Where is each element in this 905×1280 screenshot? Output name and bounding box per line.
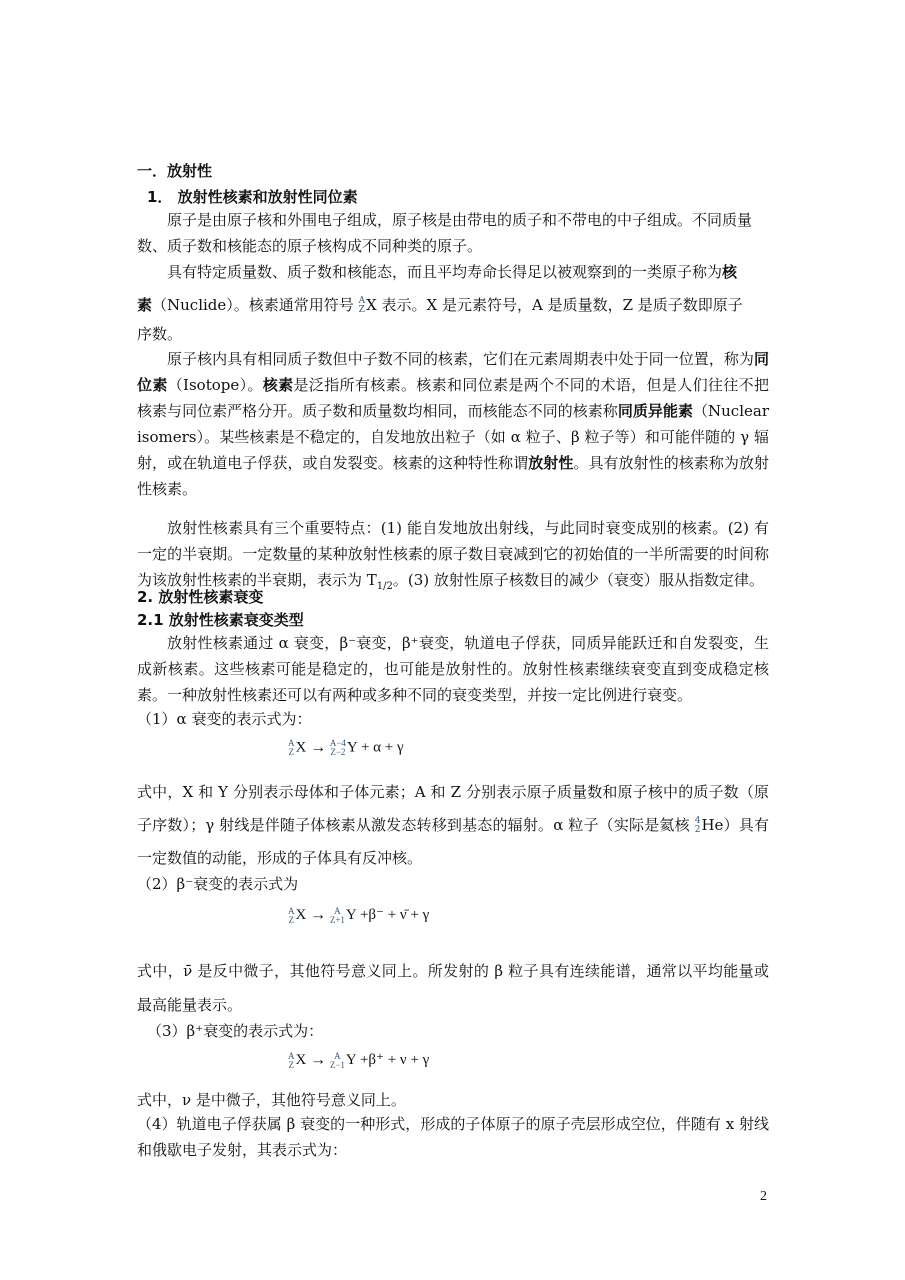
beta-minus-title: （2）β⁻衰变的表示式为 xyxy=(137,875,299,893)
arrow-icon: → xyxy=(310,1051,327,1069)
beta-plus-title: （3）β⁺衰变的表示式为： xyxy=(147,1022,324,1040)
paragraph-electron-capture: （4）轨道电子俘获属 β 衰变的一种形式，形成的子体原子的原子壳层形成空位，伴随有 x 射线和俄歇电子发射，其表示式为： xyxy=(137,1115,769,1159)
nuclide-term-part1: 核 xyxy=(722,263,738,281)
nuclide-symbol: A Z xyxy=(358,296,366,315)
alpha-decay-title: （1）α 衰变的表示式为： xyxy=(137,710,312,728)
radioactivity-term: 放射性 xyxy=(528,454,574,472)
paragraph-decay-types: 放射性核素通过 α 衰变，β⁻衰变，β⁺衰变，轨道电子俘获，同质异能跃迁和自发裂变，生成新核素。这些核素可能是稳定的，也可能是放射性的。放射性核素继续衰变直到变成稳定核素。一种放射性核素还可以有两种或多种不同的衰变类型，并按一定比例进行衰变。 xyxy=(137,634,769,704)
paragraph-beta-plus-explain: 式中，ν 是中微子，其他符号意义同上。 xyxy=(137,1091,406,1109)
paragraph-beta-minus-explain: 式中，ν̄ 是反中微子，其他符号意义同上。所发射的 β 粒子具有连续能谱，通常以平均能量或最高能量表示。 xyxy=(137,962,769,1014)
paragraph-nuclide-def-cont xyxy=(137,292,769,318)
isomer-term: 同质异能素 xyxy=(617,402,693,420)
nuclide-term: 核素 xyxy=(262,376,294,394)
nuclide-term-part2: 素 xyxy=(137,296,153,314)
paragraph-atoms: 原子是由原子核和外围电子组成，原子核是由带电的质子和不带电的中子组成。不同质量数、质子数和核能态的原子核构成不同种类的原子。 xyxy=(137,211,753,255)
alpha-decay-formula: A Z X → A−4 Z−2 Y + α + γ xyxy=(288,738,404,757)
arrow-icon: → xyxy=(310,906,327,924)
nuclide-symbol-main: X xyxy=(366,296,377,314)
paragraph-nuclide-end: 序数。 xyxy=(137,325,183,343)
helium-symbol: 4 2 xyxy=(694,816,701,835)
subsection-title-2-1: 2.1 放射性核素衰变类型 xyxy=(137,611,304,629)
subsection-title-1: 1． 放射性核素和放射性同位素 xyxy=(147,188,358,206)
paragraph-features: 放射性核素具有三个重要特点：(1) 能自发地放出射线，与此同时衰变成别的核素。(2) 有一定的半衰期。一定数量的某种放射性核素的原子数目衰减到它的初始值的一半所需要的时间称为该放射性核素的半衰期，表示为 $T_{1/2}$。(3) 放射性原子核数目的减少（衰变）服从指数定律。 xyxy=(137,519,769,592)
page-number: 2 xyxy=(760,1189,767,1204)
nuclide-text-3: 表示。X 是元素符号，A 是质量数，Z 是质子数即原子 xyxy=(381,296,743,314)
section-title: 一．放射性 xyxy=(137,162,213,180)
beta-plus-formula: A Z X → A Z−1 Y +β⁺ + ν + γ xyxy=(288,1050,430,1070)
paragraph-alpha-explain: 式中，X 和 Y 分别表示母体和子体元素；A 和 Z 分别表示原子质量数和原子核中的质子数（原子序数）；γ 射线是伴随子体核素从激发态转移到基态的辐射。α 粒子（实际是氦核 4 2 He）具有一定数值的动能，形成的子体具有反冲核。 xyxy=(137,783,769,867)
arrow-icon: → xyxy=(310,739,327,756)
paragraph-isotope: 原子核内具有相同质子数但中子数不同的核素，它们在元素周期表中处于同一位置，称为同位素（Isotope）。核素是泛指所有核素。核素和同位素是两个不同的术语，但是人们往往不把核素与同位素严格分开。质子数和质量数均相同，而核能态不同的核素称同质异能素（Nuclear isomers）。某些核素是不稳定的，自发地放出粒子（如 α 粒子、β 粒子等）和可能伴随的 γ 辐射，或在轨道电子俘获，或自发裂变。核素的这种特性称谓放射性。具有放射性的核素称为放射性核素。 xyxy=(137,350,769,498)
paragraph-nuclide-def xyxy=(137,259,769,285)
nuclide-text: 具有特定质量数、质子数和核能态，而且平均寿命长得足以被观察到的一类原子称为 xyxy=(167,263,723,281)
isotope-term: 同位素 xyxy=(137,350,769,394)
beta-minus-formula: A Z X → A Z+1 Y +β⁻ + ν̄ + γ xyxy=(288,905,430,925)
subsection-title-2: 2. 放射性核素衰变 xyxy=(137,588,264,606)
nuclide-text-2: （Nuclide）。核素通常用符号 xyxy=(152,296,354,314)
